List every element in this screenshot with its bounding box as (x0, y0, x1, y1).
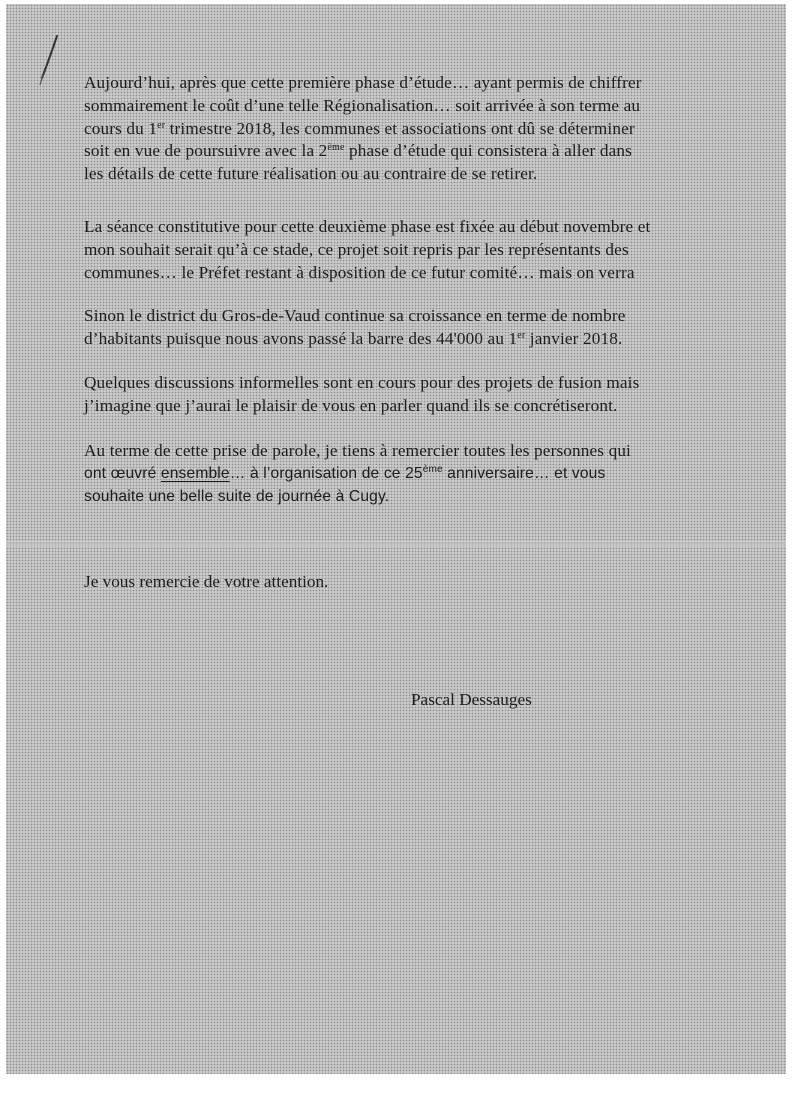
signature-name: Pascal Dessauges (411, 690, 532, 709)
pen-stroke-mark (32, 32, 62, 88)
text-line: Quelques discussions informelles sont en cours pour des projets de fusion mais (84, 373, 640, 392)
text-line: d’habitants puisque nous avons passé la barre des 44'000 au 1er janvier 2018. (84, 328, 623, 348)
scanned-page (6, 4, 786, 1074)
paragraph-fusion-projects (84, 372, 724, 418)
text-line: communes… le Préfet restant à disposition de ce futur comité… mais on verra (84, 262, 635, 282)
paragraph-regionalisation (84, 72, 724, 186)
text-line: Sinon le district du Gros-de-Vaud continue sa croissance en terme de nombre (84, 306, 626, 325)
text-line: les détails de cette future réalisation ou au contraire de se retirer. (84, 164, 538, 184)
text-line: La séance constitutive pour cette deuxième phase est fixée au début novembre et (84, 217, 651, 236)
closing-line: Je vous remercie de votre attention. (84, 572, 329, 591)
text-line: cours du 1er trimestre 2018, les communes et associations ont dû se déterminer (84, 118, 635, 138)
text-line: mon souhait serait qu’à ce stade, ce projet soit repris par les représentants des (84, 239, 629, 259)
text-line: souhaite une belle suite de journée à Cugy. (84, 487, 390, 505)
text-line: soit en vue de poursuivre avec la 2ème phase d’étude qui consistera à aller dans (84, 141, 632, 161)
text-line: sommairement le coût d’une telle Régionalisation… soit arrivée à son terme au (84, 95, 641, 115)
paragraph-district-growth (84, 305, 724, 351)
text-line: ont œuvré ensemble… à l’organisation de ce 25ème anniversaire… et vous (84, 463, 606, 482)
paragraph-thanks (84, 440, 724, 508)
text-line: Au terme de cette prise de parole, je tiens à remercier toutes les personnes qui (84, 441, 631, 460)
text-line: Aujourd’hui, après que cette première phase d’étude… ayant permis de chiffrer (84, 73, 642, 92)
text-line: j’imagine que j’aurai le plaisir de vous en parler quand ils se concrétiseront. (84, 395, 618, 415)
paragraph-seance-constitutive (84, 216, 724, 284)
fold-crease (6, 541, 786, 546)
